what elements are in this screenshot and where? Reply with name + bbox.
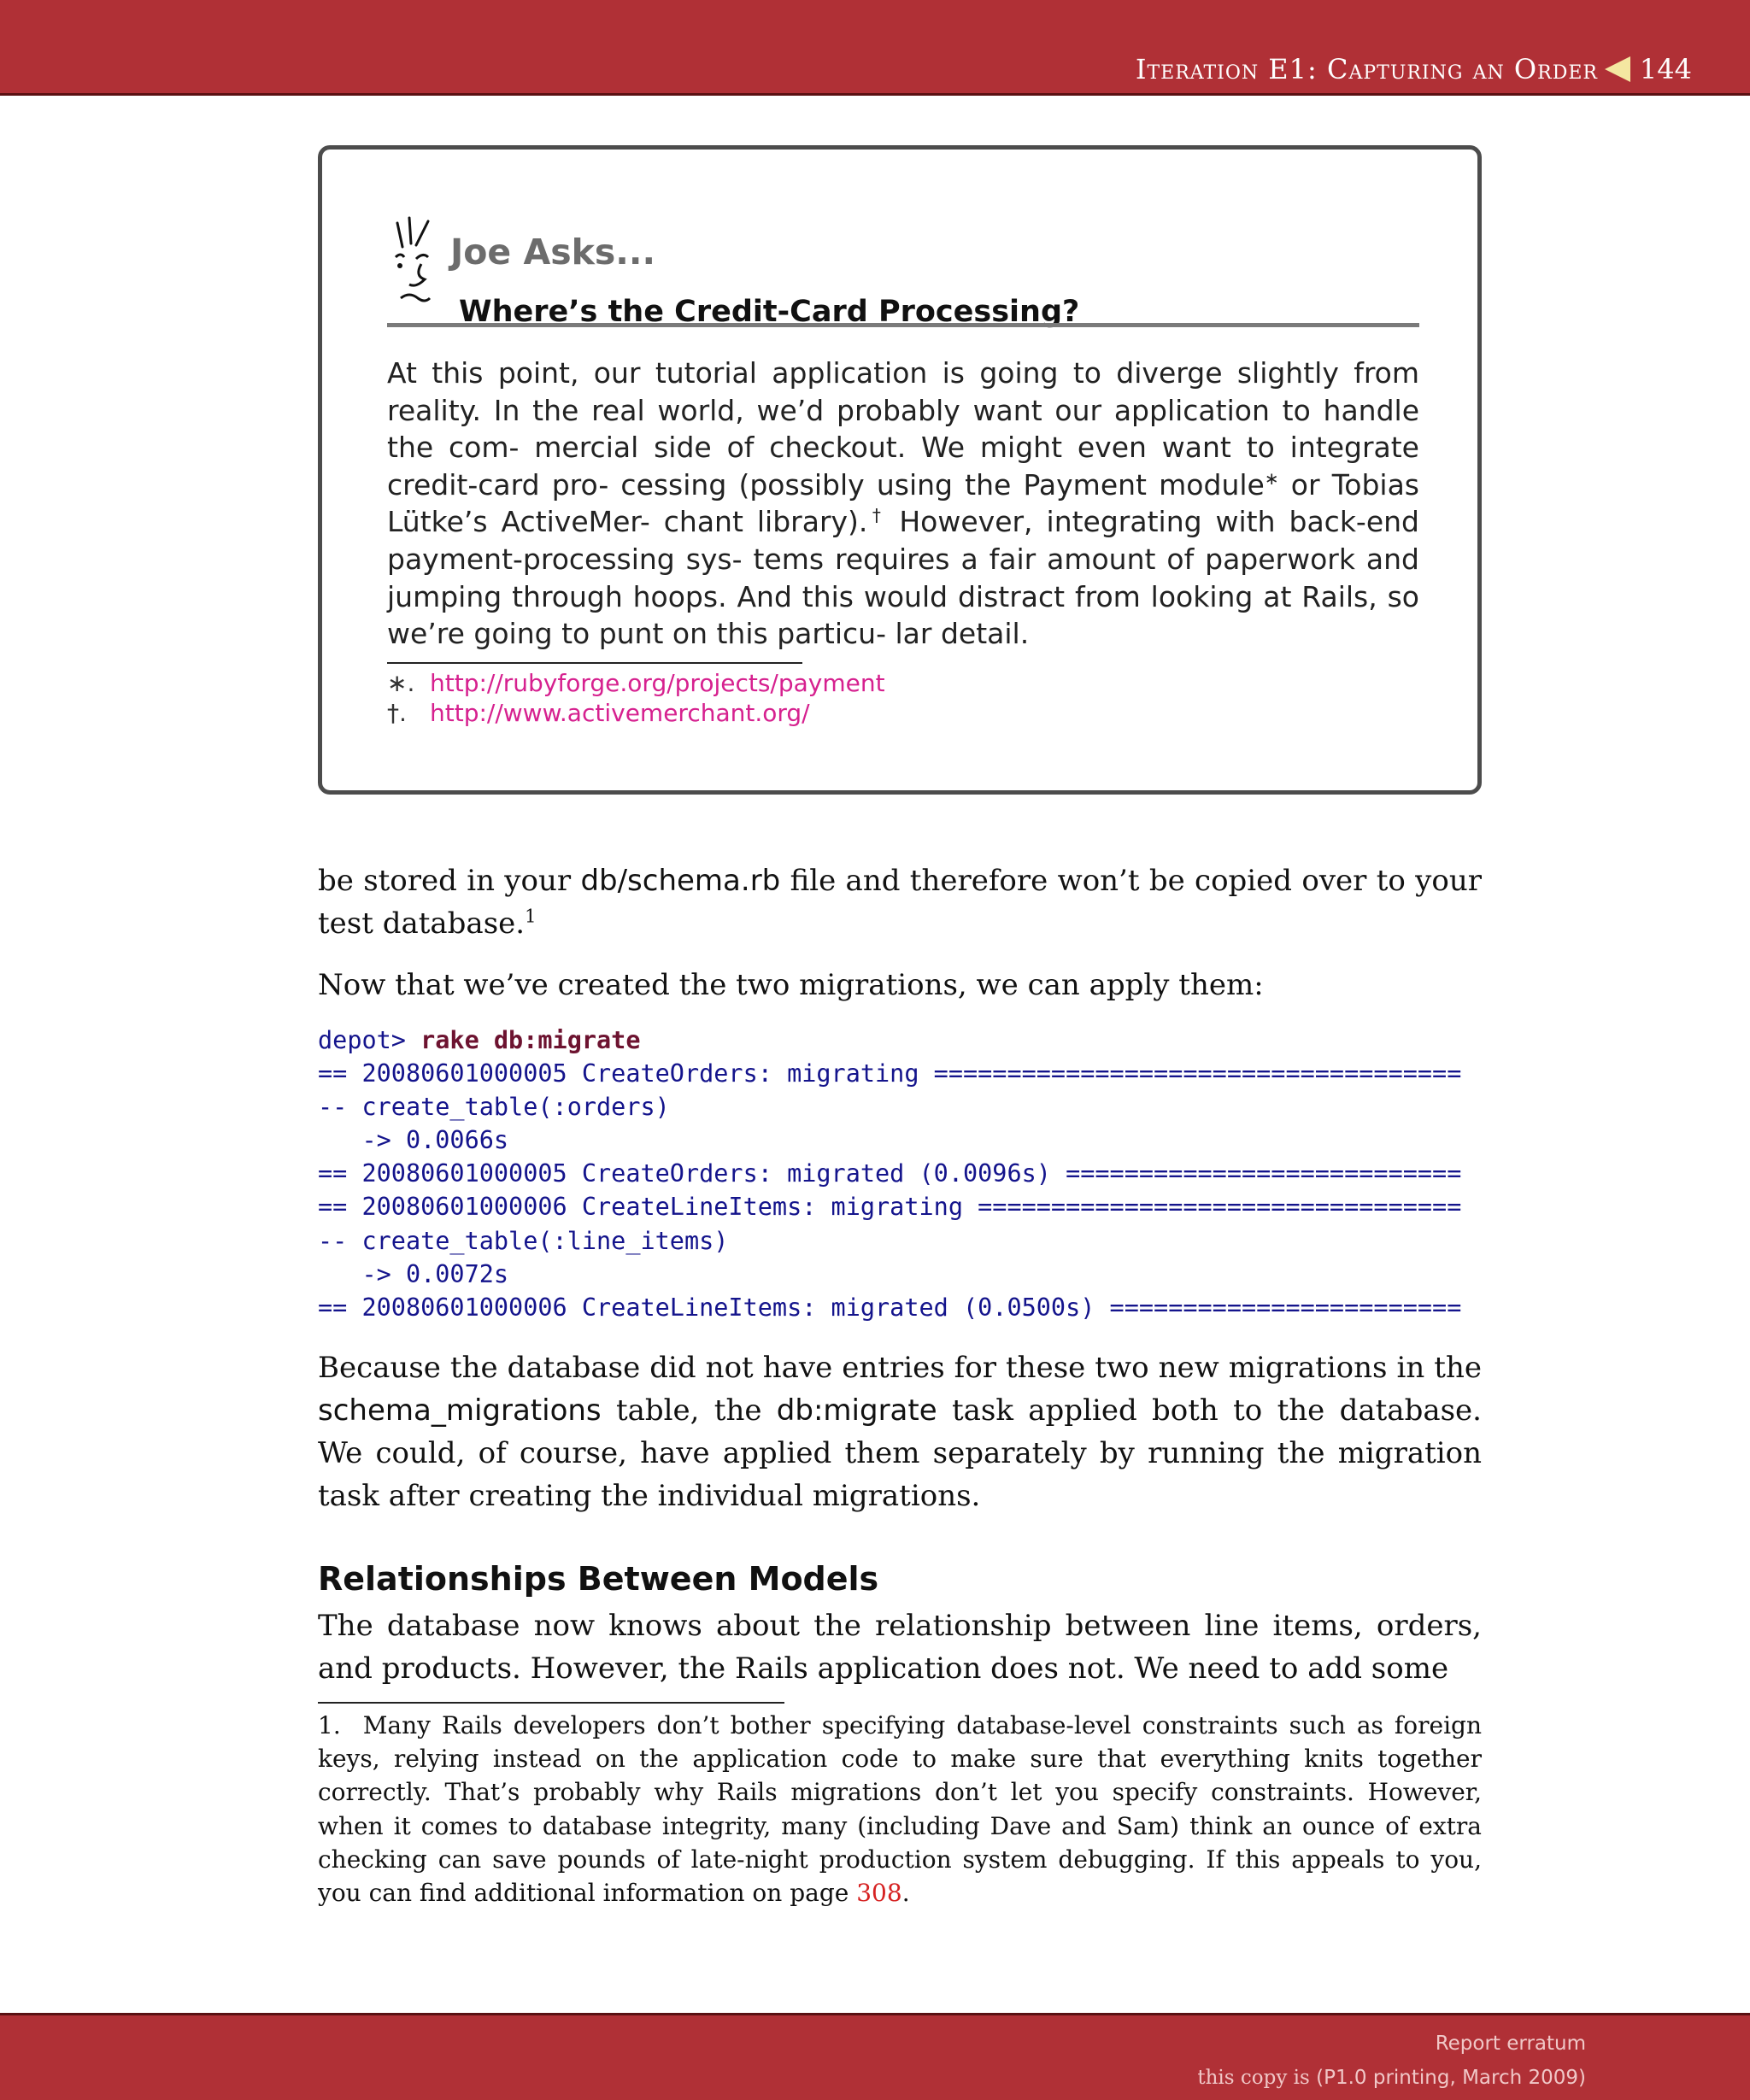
footnote-marker: †. — [387, 699, 407, 727]
code-line: == 20080601000006 CreateLineItems: migrated (0.0500s) ======================== — [318, 1293, 1462, 1322]
code-line: -> 0.0072s — [318, 1259, 509, 1288]
footnote-mark-dagger[interactable]: † — [867, 505, 886, 526]
sidebar-text-line: this would distract from looking at Rails, so we’re going to punt on this particu- — [387, 579, 1419, 651]
code-line: -- create_table(:orders) — [318, 1093, 670, 1122]
printing-info: (P1.0 printing, March 2009) — [1316, 2067, 1586, 2089]
code-line: -- create_table(:line_items) — [318, 1226, 729, 1255]
joe-face-icon — [391, 216, 442, 315]
sidebar-text-line: lar detail. — [895, 617, 1030, 651]
page-header — [0, 0, 1750, 96]
page-number: 144 — [1639, 53, 1692, 85]
footnote-end: . — [901, 1879, 910, 1908]
terminal-code-block — [318, 1024, 1482, 1324]
paragraph-text: Because the database did not have entries for these two new migrations in the — [318, 1351, 1482, 1385]
paragraph — [318, 1346, 1482, 1517]
sidebar-text-line: cessing (possibly using the Payment module — [620, 467, 1265, 502]
paragraph — [318, 859, 1482, 945]
sidebar-text-line: tems requires a fair amount of paperwork and jumping through hoops. And — [387, 542, 1419, 613]
sidebar-text-line: mercial side of checkout. We might even want to integrate credit-card pro- — [387, 431, 1419, 502]
footnote-number: 1. — [318, 1711, 341, 1739]
section-heading: Relationships Between Models — [318, 1560, 879, 1598]
sidebar-footnote — [387, 669, 885, 698]
shell-prompt: depot> — [318, 1026, 421, 1054]
code-line: == 20080601000005 CreateOrders: migrated (0.0096s) =========================== — [318, 1159, 1462, 1188]
sidebar-question: Where’s the Credit-Card Processing? — [459, 295, 1080, 329]
inline-code-table: schema_migrations — [318, 1393, 602, 1428]
footnote-rule — [318, 1702, 784, 1704]
sidebar-body — [387, 355, 1419, 653]
footnote-marker: ∗. — [387, 669, 415, 697]
sidebar-footnote — [387, 699, 810, 728]
back-arrow-icon[interactable] — [1605, 56, 1630, 82]
copy-info — [1197, 2067, 1586, 2089]
paragraph-text: table, the — [601, 1393, 777, 1428]
paragraph-text: be stored in your — [318, 864, 581, 898]
inline-code-task: db:migrate — [776, 1393, 937, 1428]
payment-module-link[interactable]: http://rubyforge.org/projects/payment — [430, 669, 885, 697]
joe-asks-label: Joe Asks... — [450, 232, 656, 273]
sidebar-text-line: or Tobias Lütke’s ActiveMer- — [387, 467, 1419, 539]
sidebar-text-line: At this point, our tutorial application is going to diverge slightly from reality. — [387, 356, 1419, 427]
sidebar-footnote-rule — [387, 662, 802, 664]
running-title: Iteration E1: Capturing an Order — [1135, 53, 1598, 85]
shell-command: rake db:migrate — [420, 1026, 641, 1054]
copy-prefix: this copy is — [1197, 2067, 1317, 2089]
code-line: -> 0.0066s — [318, 1126, 509, 1155]
paragraph: The database now knows about the relationship between line items, orders, and products. However, the Rails application does not. We need to add some — [318, 1609, 1482, 1686]
sidebar-text-line: chant library). — [663, 505, 868, 539]
code-line: == 20080601000006 CreateLineItems: migrating ================================= — [318, 1193, 1462, 1222]
page-reference-link[interactable]: 308 — [856, 1879, 902, 1908]
paragraph-text: task applied both to the database. We could, of course, have applied them separately by running the migration task after creating the individual migrations. — [318, 1393, 1482, 1513]
footnote-ref-1[interactable]: 1 — [525, 906, 537, 927]
joe-asks-sidebar — [318, 145, 1482, 795]
footnote-mark-asterisk[interactable]: ∗ — [1264, 467, 1279, 489]
page-footnote — [318, 1709, 1482, 1909]
paragraph-text: file and therefore won’t be copied over to your test database. — [318, 864, 1482, 941]
sidebar-text-line: However, integrating with back-end payment-processing sys- — [387, 505, 1420, 576]
footnote-text: Many Rails developers don’t bother specifying database-level constraints such as foreign keys, relying instead on the application code to make sure that everything knits together correctly. That’s probably why Rails migrations don’t let you specify constraints. However, when it comes to database integrity, many (including Dave and Sam) think an ounce of extra checking can save pounds of late-night production system debugging. If this appeals to you, you can find additional information on page — [318, 1711, 1482, 1908]
code-line: == 20080601000005 CreateOrders: migrating ==================================== — [318, 1059, 1462, 1088]
activemerchant-link[interactable]: http://www.activemerchant.org/ — [430, 699, 810, 727]
report-erratum-link[interactable]: Report erratum — [1435, 2033, 1586, 2055]
sidebar-text-line: In the real world, we’d probably want our application to handle the com- — [387, 393, 1420, 465]
paragraph: Now that we’ve created the two migrations, we can apply them: — [318, 968, 1264, 1002]
inline-code-filename: db/schema.rb — [580, 864, 781, 898]
page-footer — [0, 2013, 1750, 2100]
sidebar-divider — [387, 323, 1419, 327]
